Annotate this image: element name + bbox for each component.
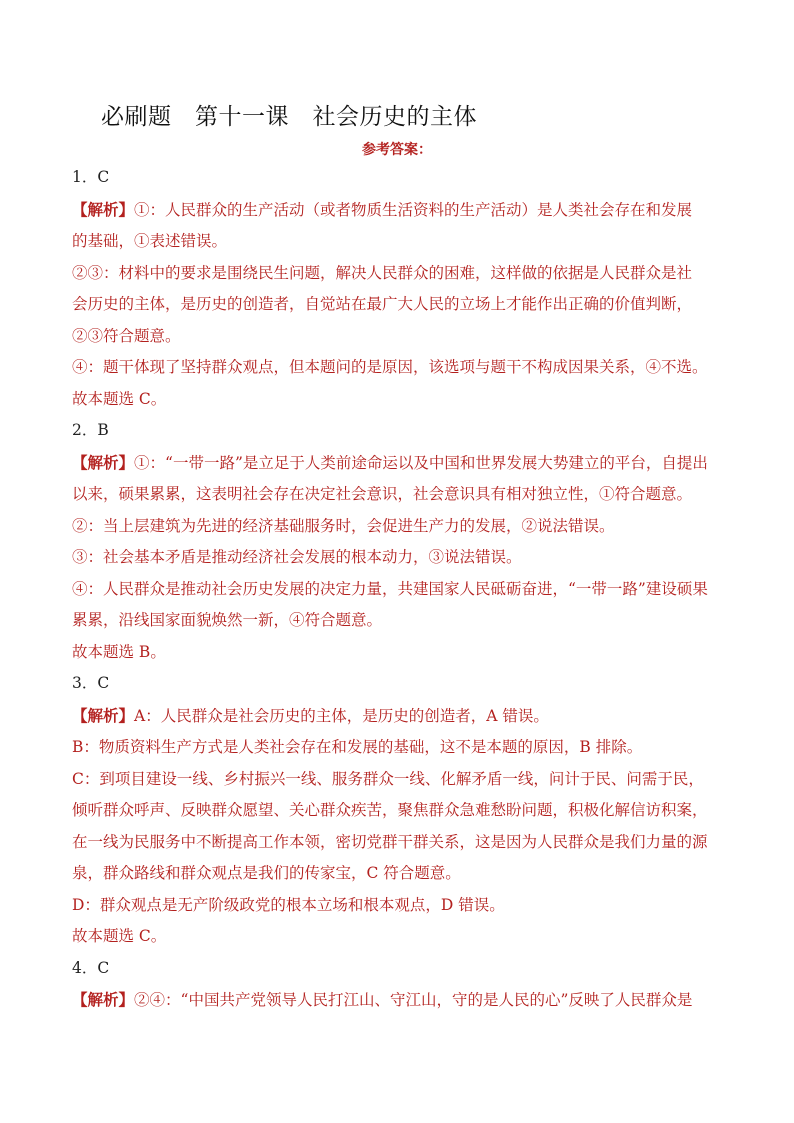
analysis-text-line: 以来，硕果累累，这表明社会存在决定社会意识，社会意识具有相对独立性，①符合题意。 bbox=[72, 485, 693, 503]
analysis-text-line: 倾听群众呼声、反映群众愿望、关心群众疾苦，聚焦群众急难愁盼问题，积极化解信访积案， bbox=[72, 801, 708, 819]
analysis-text: ①：人民群众的生产活动（或者物质生活资料的生产活动）是人类社会存在和发展 bbox=[134, 200, 693, 219]
analysis-line bbox=[72, 447, 724, 480]
analysis-text-line: ④：题干体现了坚持群众观点，但本题问的是原因，该选项与题干不构成因果关系，④不选。 bbox=[72, 358, 708, 376]
analysis-text: ①：“一带一路”是立足于人类前途命运以及中国和世界发展大势建立的平台，自提出 bbox=[134, 453, 708, 472]
analysis-text: A：人民群众是社会历史的主体，是历史的创造者，A 错误。 bbox=[134, 706, 549, 725]
analysis-tag: 【解析】 bbox=[72, 990, 135, 1009]
analysis-text-line: 累累，沿线国家面貌焕然一新，④符合题意。 bbox=[72, 611, 383, 629]
question-number: 4．C bbox=[72, 958, 110, 977]
analysis-text-line: 在一线为民服务中不断提高工作本领，密切党群干群关系，这是因为人民群众是我们力量的源 bbox=[72, 832, 708, 851]
analysis-text-line: ②：当上层建筑为先进的经济基础服务时，会促进生产力的发展，②说法错误。 bbox=[72, 516, 615, 535]
analysis-text-line: B：物质资料生产方式是人类社会存在和发展的基础，这不是本题的原因，B 排除。 bbox=[72, 738, 643, 756]
analysis-text-line: D：群众观点是无产阶级政党的根本立场和根本观点，D 错误。 bbox=[72, 895, 505, 914]
analysis-line bbox=[72, 700, 724, 733]
analysis-text-line: 的基础，①表述错误。 bbox=[72, 232, 228, 250]
analysis-line bbox=[72, 194, 724, 227]
analysis-text: ②④：“中国共产党领导人民打江山、守江山，守的是人民的心”反映了人民群众是 bbox=[134, 991, 693, 1009]
question-number: 1．C bbox=[72, 168, 110, 186]
page-title: 必刷题 第十一课 社会历史的主体 bbox=[101, 104, 477, 130]
analysis-tag: 【解析】 bbox=[72, 452, 135, 472]
analysis-text-line: C：到项目建设一线、乡村振兴一线、服务群众一线、化解矛盾一线，问计于民、问需于民， bbox=[72, 769, 704, 788]
question-number: 3．C bbox=[72, 674, 110, 692]
analysis-tag: 【解析】 bbox=[72, 199, 135, 219]
analysis-text-line: 故本题选 B。 bbox=[72, 642, 166, 661]
answer-content bbox=[72, 162, 724, 1017]
analysis-text-line: 会历史的主体，是历史的创造者，自觉站在最广大人民的立场上才能作出正确的价值判断， bbox=[72, 295, 693, 313]
answer-key-heading: 参考答案： bbox=[362, 142, 432, 158]
analysis-tag: 【解析】 bbox=[72, 705, 135, 725]
analysis-text-line: 故本题选 C。 bbox=[72, 389, 167, 408]
analysis-line bbox=[72, 984, 724, 1017]
analysis-text-line: 泉，群众路线和群众观点是我们的传家宝，C 符合题意。 bbox=[72, 864, 461, 882]
analysis-text-line: ③：社会基本矛盾是推动经济社会发展的根本动力，③说法错误。 bbox=[72, 548, 522, 566]
analysis-text-line: 故本题选 C。 bbox=[72, 927, 167, 945]
analysis-text-line: ④：人民群众是推动社会历史发展的决定力量，共建国家人民砥砺奋进，“一带一路”建设硕果 bbox=[72, 579, 708, 598]
analysis-text-line: ②③符合题意。 bbox=[72, 326, 181, 345]
question-number: 2．B bbox=[72, 421, 109, 439]
analysis-text-line: ②③：材料中的要求是围绕民生问题，解决人民群众的困难，这样做的依据是人民群众是社 bbox=[72, 263, 693, 282]
